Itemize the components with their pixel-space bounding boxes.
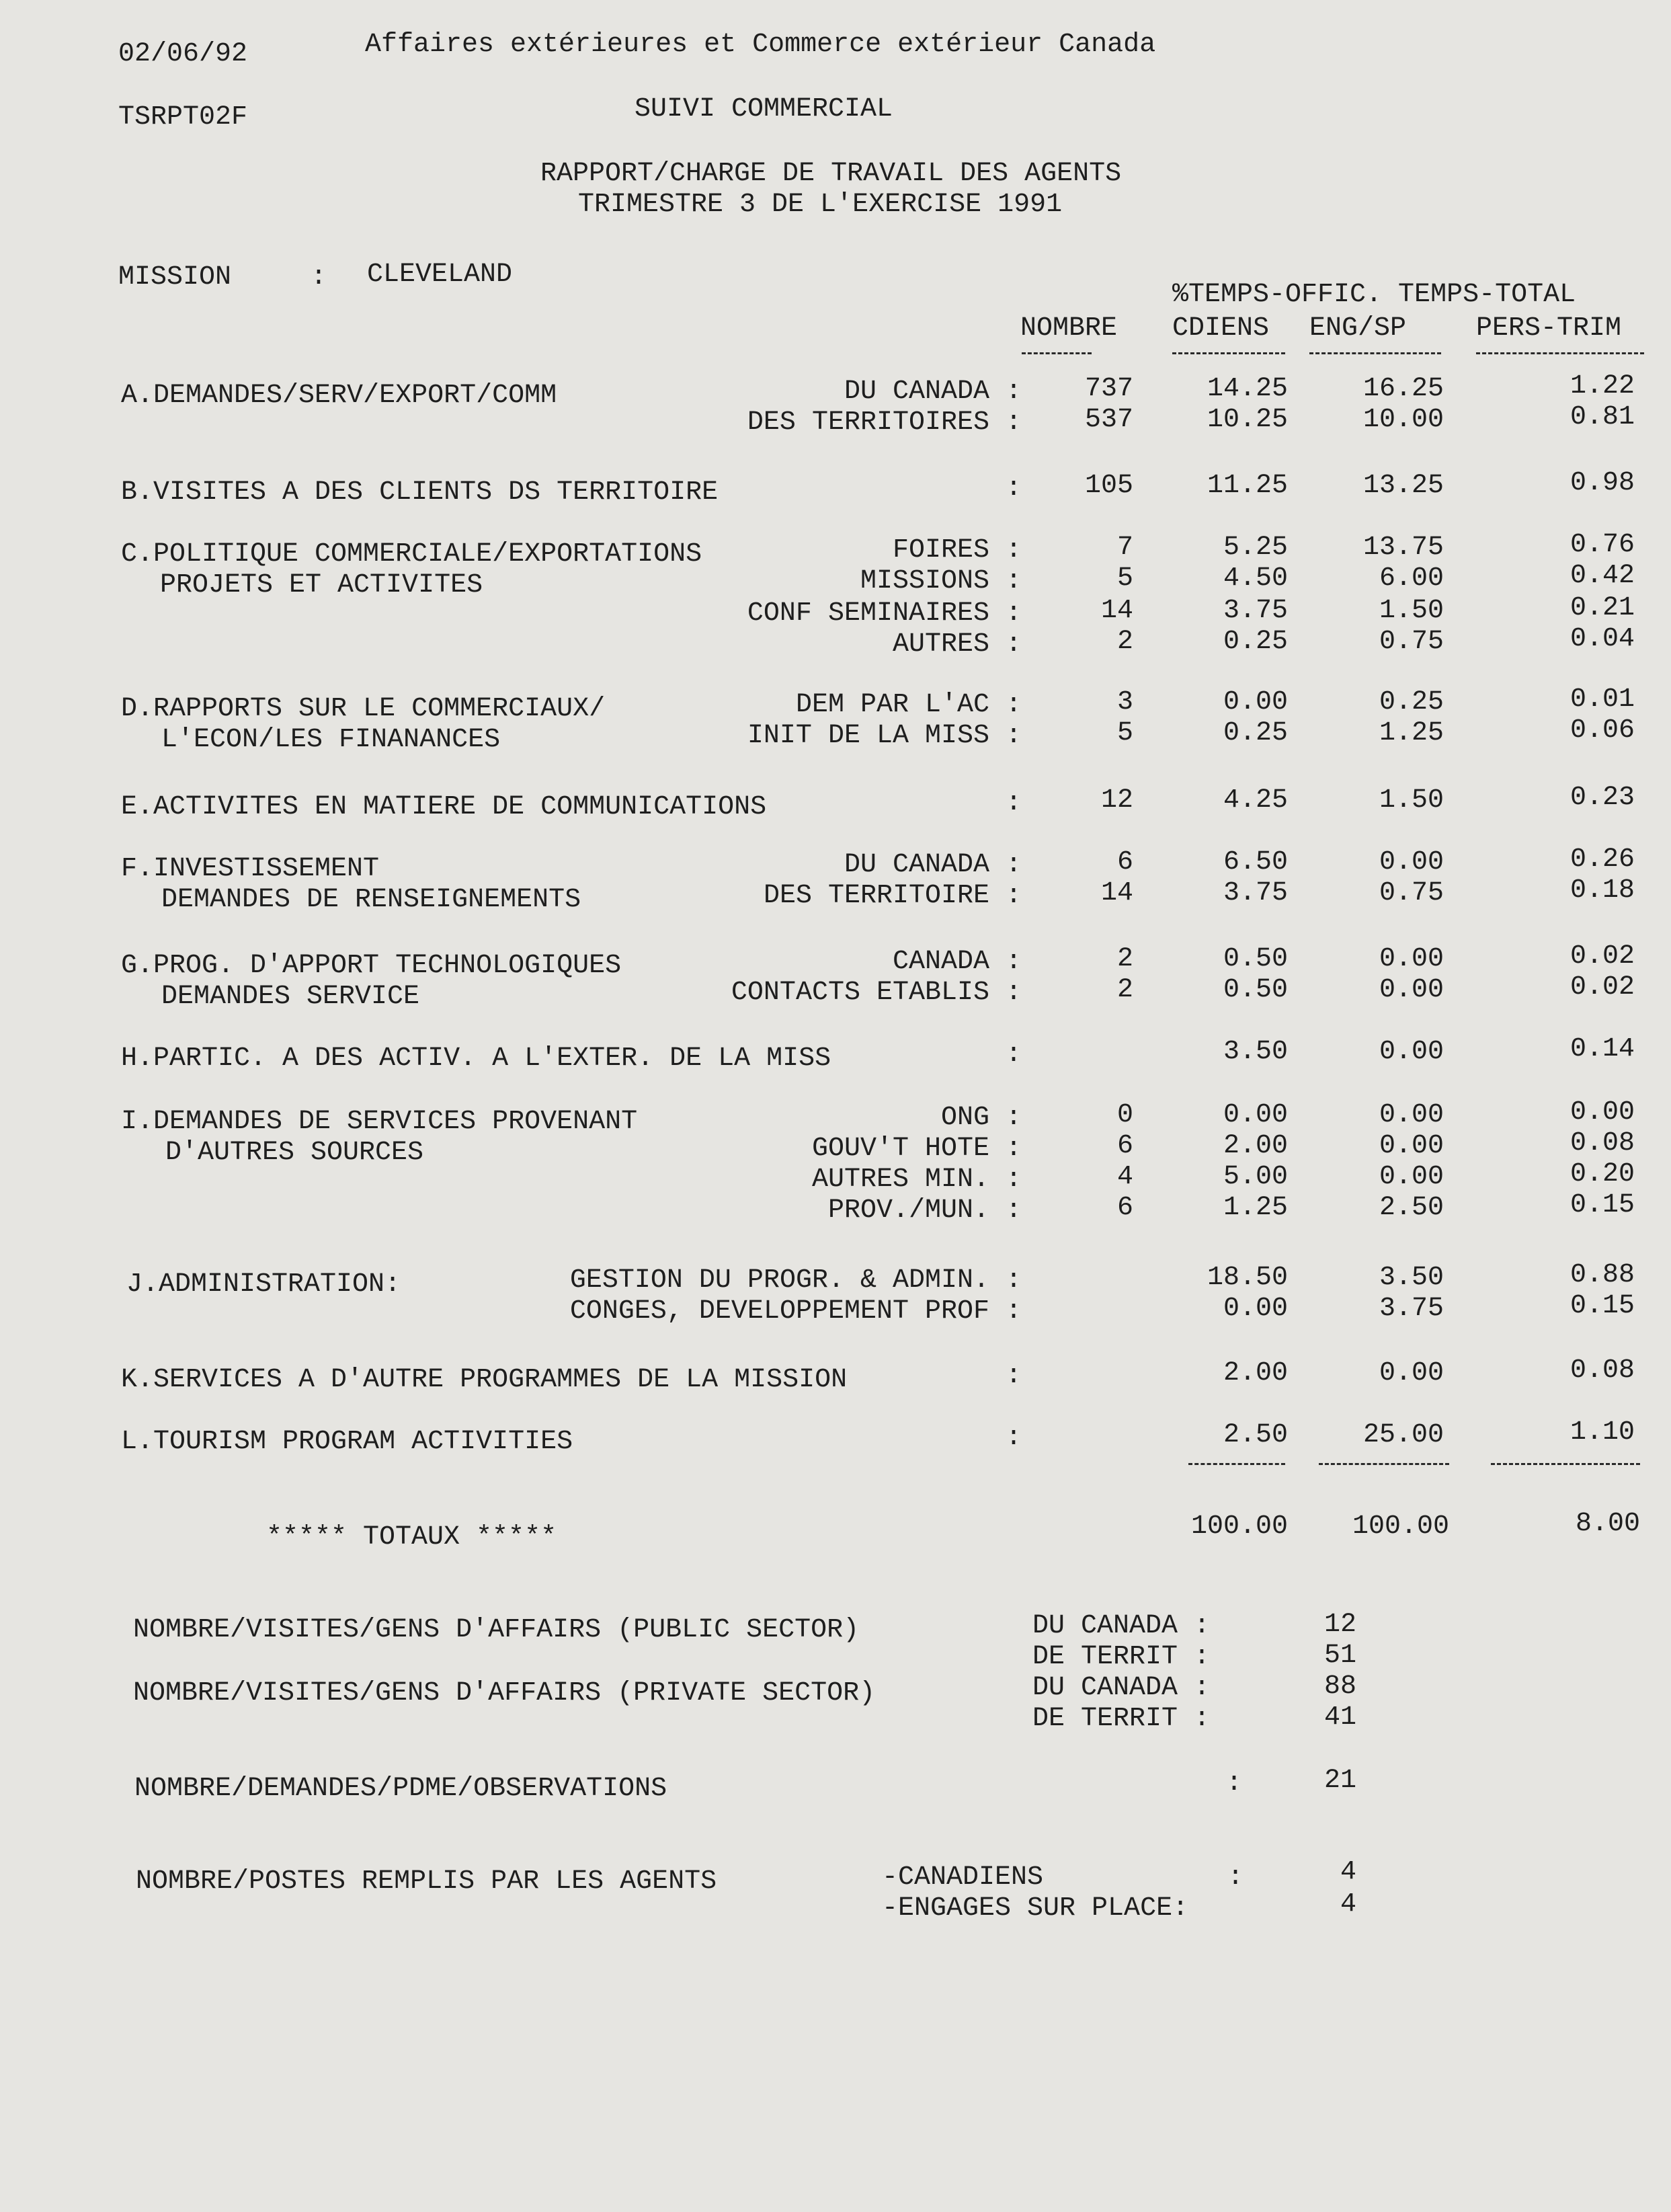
row-cdiens: 10.25 [1207, 405, 1288, 435]
row-cdiens: 3.50 [1223, 1037, 1288, 1067]
row-engsp: 0.00 [1379, 1131, 1444, 1161]
row-cdiens: 0.00 [1223, 1100, 1288, 1130]
row-label: L'ECON/LES FINANANCES [161, 725, 501, 755]
row-perstrim: 0.81 [1570, 402, 1635, 432]
row-engsp: 25.00 [1362, 1420, 1444, 1450]
row-label: A.DEMANDES/SERV/EXPORT/COMM [121, 381, 557, 411]
row-nombre: 14 [1100, 596, 1133, 626]
row-sublabel: CONTACTS ETABLIS : [731, 978, 1022, 1008]
row-label: K.SERVICES A D'AUTRE PROGRAMMES DE LA MISSION [121, 1365, 848, 1395]
row-label: PROJETS ET ACTIVITES [160, 570, 483, 600]
report-period: TRIMESTRE 3 DE L'EXERCISE 1991 [578, 190, 1063, 220]
row-perstrim: 0.04 [1570, 624, 1635, 654]
row-cdiens: 0.00 [1223, 687, 1288, 717]
row-perstrim: 0.18 [1570, 875, 1635, 906]
row-sublabel: INIT DE LA MISS : [747, 721, 1022, 751]
postes-engages-label: -ENGAGES SUR PLACE: [882, 1893, 1189, 1924]
row-perstrim: 0.20 [1570, 1159, 1635, 1189]
row-sublabel: CONF SEMINAIRES : [747, 598, 1022, 629]
row-cdiens: 3.75 [1223, 596, 1288, 626]
totals-rule-cdiens [1188, 1463, 1285, 1465]
visits-private-canada-value: 88 [1323, 1671, 1356, 1702]
row-cdiens: 1.25 [1223, 1193, 1288, 1223]
visits-private-label: NOMBRE/VISITES/GENS D'AFFAIRS (PRIVATE SECTOR) [133, 1678, 876, 1708]
mission-label: MISSION [118, 262, 232, 292]
row-engsp: 1.50 [1379, 785, 1444, 816]
row-nombre: 12 [1100, 785, 1133, 816]
row-nombre: 105 [1084, 471, 1133, 501]
report-date: 02/06/92 [118, 39, 248, 69]
system-name: SUIVI COMMERCIAL [635, 94, 893, 124]
row-cdiens: 0.25 [1223, 627, 1288, 657]
row-perstrim: 0.88 [1570, 1260, 1635, 1290]
row-cdiens: 0.25 [1223, 718, 1288, 748]
row-engsp: 0.00 [1379, 847, 1444, 877]
row-perstrim: 0.76 [1570, 530, 1635, 560]
row-label: DEMANDES SERVICE [161, 982, 420, 1012]
row-sublabel: DES TERRITOIRE : [763, 881, 1022, 911]
row-engsp: 0.75 [1379, 878, 1444, 908]
row-perstrim: 0.06 [1570, 715, 1635, 746]
row-label: DEMANDES DE RENSEIGNEMENTS [161, 885, 581, 915]
column-header-nombre: NOMBRE [1020, 313, 1118, 344]
visits-public-canada-value: 12 [1323, 1610, 1356, 1640]
row-cdiens: 5.00 [1223, 1162, 1288, 1192]
row-sublabel: : [1005, 1039, 1022, 1070]
row-nombre: 5 [1116, 563, 1133, 594]
row-cdiens: 2.50 [1223, 1420, 1288, 1450]
row-nombre: 7 [1116, 532, 1133, 563]
row-nombre: 737 [1084, 374, 1133, 404]
totals-label: ***** TOTAUX ***** [266, 1522, 557, 1552]
row-label: D'AUTRES SOURCES [165, 1138, 424, 1168]
column-rule-nombre [1022, 352, 1092, 354]
column-rule-engsp [1309, 352, 1441, 354]
row-sublabel: CONGES, DEVELOPPEMENT PROF : [569, 1296, 1022, 1327]
row-perstrim: 0.08 [1570, 1128, 1635, 1158]
row-perstrim: 0.08 [1570, 1355, 1635, 1386]
row-cdiens: 2.00 [1223, 1358, 1288, 1388]
row-sublabel: : [1005, 1361, 1022, 1391]
row-cdiens: 11.25 [1207, 471, 1288, 501]
row-cdiens: 18.50 [1207, 1263, 1288, 1293]
mission-name: CLEVELAND [367, 260, 513, 290]
row-engsp: 3.50 [1379, 1263, 1444, 1293]
totals-rule-engsp [1319, 1463, 1449, 1465]
row-sublabel: : [1005, 788, 1022, 818]
row-sublabel: FOIRES : [892, 535, 1022, 565]
row-engsp: 0.00 [1379, 1100, 1444, 1130]
row-engsp: 2.50 [1379, 1193, 1444, 1223]
row-label: I.DEMANDES DE SERVICES PROVENANT [121, 1107, 638, 1137]
row-perstrim: 1.22 [1570, 371, 1635, 401]
row-sublabel: DEM PAR L'AC : [795, 690, 1022, 720]
totals-perstrim: 8.00 [1575, 1509, 1640, 1539]
row-nombre: 0 [1116, 1100, 1133, 1130]
row-sublabel: PROV./MUN. : [827, 1195, 1022, 1226]
row-perstrim: 1.10 [1570, 1417, 1635, 1448]
row-engsp: 0.00 [1379, 1037, 1444, 1067]
row-cdiens: 2.00 [1223, 1131, 1288, 1161]
row-sublabel: DES TERRITOIRES : [747, 407, 1022, 438]
row-perstrim: 0.26 [1570, 844, 1635, 875]
row-label: B.VISITES A DES CLIENTS DS TERRITOIRE [121, 477, 719, 508]
row-perstrim: 0.98 [1570, 468, 1635, 498]
demandes-label: NOMBRE/DEMANDES/PDME/OBSERVATIONS [134, 1774, 667, 1804]
row-nombre: 6 [1116, 847, 1133, 877]
row-engsp: 1.25 [1379, 718, 1444, 748]
postes-canadiens-separator: : [1227, 1862, 1244, 1893]
column-rule-perstrim [1476, 352, 1644, 354]
row-sublabel: : [1005, 1423, 1022, 1453]
column-header-cdiens: CDIENS [1172, 313, 1270, 344]
mission-separator: : [311, 262, 327, 292]
row-perstrim: 0.21 [1570, 593, 1635, 623]
visits-private-du-canada: DU CANADA : [1032, 1673, 1211, 1703]
demandes-separator: : [1226, 1768, 1243, 1799]
row-nombre: 5 [1116, 718, 1133, 748]
row-engsp: 0.00 [1379, 975, 1444, 1005]
row-nombre: 2 [1116, 627, 1133, 657]
row-nombre: 6 [1116, 1193, 1133, 1223]
row-sublabel: GOUV'T HOTE : [811, 1134, 1022, 1164]
visits-public-du-canada: DU CANADA : [1032, 1611, 1211, 1641]
row-sublabel: CANADA : [892, 947, 1022, 977]
row-label: F.INVESTISSEMENT [121, 854, 380, 884]
column-header-perstrim: PERS-TRIM [1476, 313, 1622, 344]
row-label: D.RAPPORTS SUR LE COMMERCIAUX/ [121, 694, 606, 724]
row-cdiens: 0.50 [1223, 975, 1288, 1005]
row-sublabel: AUTRES : [892, 629, 1022, 660]
row-cdiens: 0.50 [1223, 944, 1288, 974]
row-engsp: 0.75 [1379, 627, 1444, 657]
row-engsp: 6.00 [1379, 563, 1444, 594]
row-label: J.ADMINISTRATION: [126, 1269, 401, 1300]
row-engsp: 0.00 [1379, 1358, 1444, 1388]
row-cdiens: 3.75 [1223, 878, 1288, 908]
row-label: L.TOURISM PROGRAM ACTIVITIES [121, 1427, 573, 1457]
row-cdiens: 5.25 [1223, 532, 1288, 563]
column-group-header: %TEMPS-OFFIC. TEMPS-TOTAL [1172, 280, 1576, 310]
row-sublabel: DU CANADA : [844, 377, 1022, 407]
row-engsp: 16.25 [1362, 374, 1444, 404]
row-perstrim: 0.15 [1570, 1190, 1635, 1220]
postes-label: NOMBRE/POSTES REMPLIS PAR LES AGENTS [136, 1866, 717, 1897]
visits-private-territ-value: 41 [1323, 1702, 1356, 1733]
row-label: H.PARTIC. A DES ACTIV. A L'EXTER. DE LA MISS [121, 1043, 831, 1074]
report-code: TSRPT02F [118, 102, 248, 132]
row-perstrim: 0.23 [1570, 783, 1635, 813]
row-perstrim: 0.14 [1570, 1034, 1635, 1064]
row-engsp: 0.00 [1379, 1162, 1444, 1192]
row-sublabel: AUTRES MIN. : [811, 1164, 1022, 1195]
row-nombre: 537 [1084, 405, 1133, 435]
row-nombre: 6 [1116, 1131, 1133, 1161]
visits-public-territ-value: 51 [1323, 1641, 1356, 1671]
row-engsp: 0.25 [1379, 687, 1444, 717]
row-cdiens: 4.25 [1223, 785, 1288, 816]
visits-public-label: NOMBRE/VISITES/GENS D'AFFAIRS (PUBLIC SECTOR) [133, 1615, 860, 1645]
row-perstrim: 0.00 [1570, 1097, 1635, 1128]
visits-public-de-territ: DE TERRIT : [1032, 1642, 1211, 1672]
row-sublabel: DU CANADA : [844, 850, 1022, 880]
row-perstrim: 0.02 [1570, 941, 1635, 972]
row-nombre: 2 [1116, 975, 1133, 1005]
row-nombre: 4 [1116, 1162, 1133, 1192]
row-cdiens: 4.50 [1223, 563, 1288, 594]
row-label: G.PROG. D'APPORT TECHNOLOGIQUES [121, 951, 622, 981]
row-engsp: 3.75 [1379, 1294, 1444, 1324]
report-title: RAPPORT/CHARGE DE TRAVAIL DES AGENTS [540, 159, 1122, 189]
row-cdiens: 0.00 [1223, 1294, 1288, 1324]
demandes-value: 21 [1323, 1766, 1356, 1796]
row-perstrim: 0.15 [1570, 1291, 1635, 1321]
row-engsp: 10.00 [1362, 405, 1444, 435]
row-engsp: 13.75 [1362, 532, 1444, 563]
row-perstrim: 0.01 [1570, 684, 1635, 715]
row-engsp: 1.50 [1379, 596, 1444, 626]
totals-cdiens: 100.00 [1190, 1511, 1288, 1542]
row-sublabel: MISSIONS : [860, 566, 1022, 596]
row-nombre: 3 [1116, 687, 1133, 717]
totals-engsp: 100.00 [1352, 1511, 1449, 1542]
row-sublabel: GESTION DU PROGR. & ADMIN. : [569, 1265, 1022, 1296]
visits-private-de-territ: DE TERRIT : [1032, 1704, 1211, 1734]
totals-rule-perstrim [1491, 1463, 1640, 1465]
row-nombre: 2 [1116, 944, 1133, 974]
row-label: E.ACTIVITES EN MATIERE DE COMMUNICATIONS [121, 792, 767, 822]
column-header-engsp: ENG/SP [1309, 313, 1407, 344]
row-perstrim: 0.02 [1570, 972, 1635, 1002]
row-label: C.POLITIQUE COMMERCIALE/EXPORTATIONS [121, 539, 702, 569]
row-nombre: 14 [1100, 878, 1133, 908]
department-name: Affaires extérieures et Commerce extérieur Canada [365, 30, 1156, 60]
row-sublabel: : [1005, 473, 1022, 504]
row-cdiens: 6.50 [1223, 847, 1288, 877]
row-engsp: 13.25 [1362, 471, 1444, 501]
column-rule-cdiens [1172, 352, 1285, 354]
row-cdiens: 14.25 [1207, 374, 1288, 404]
row-sublabel: ONG : [940, 1103, 1022, 1133]
row-engsp: 0.00 [1379, 944, 1444, 974]
postes-canadiens-label: -CANADIENS [882, 1862, 1044, 1893]
postes-engages-value: 4 [1340, 1889, 1356, 1920]
postes-canadiens-value: 4 [1340, 1857, 1356, 1887]
row-perstrim: 0.42 [1570, 561, 1635, 591]
